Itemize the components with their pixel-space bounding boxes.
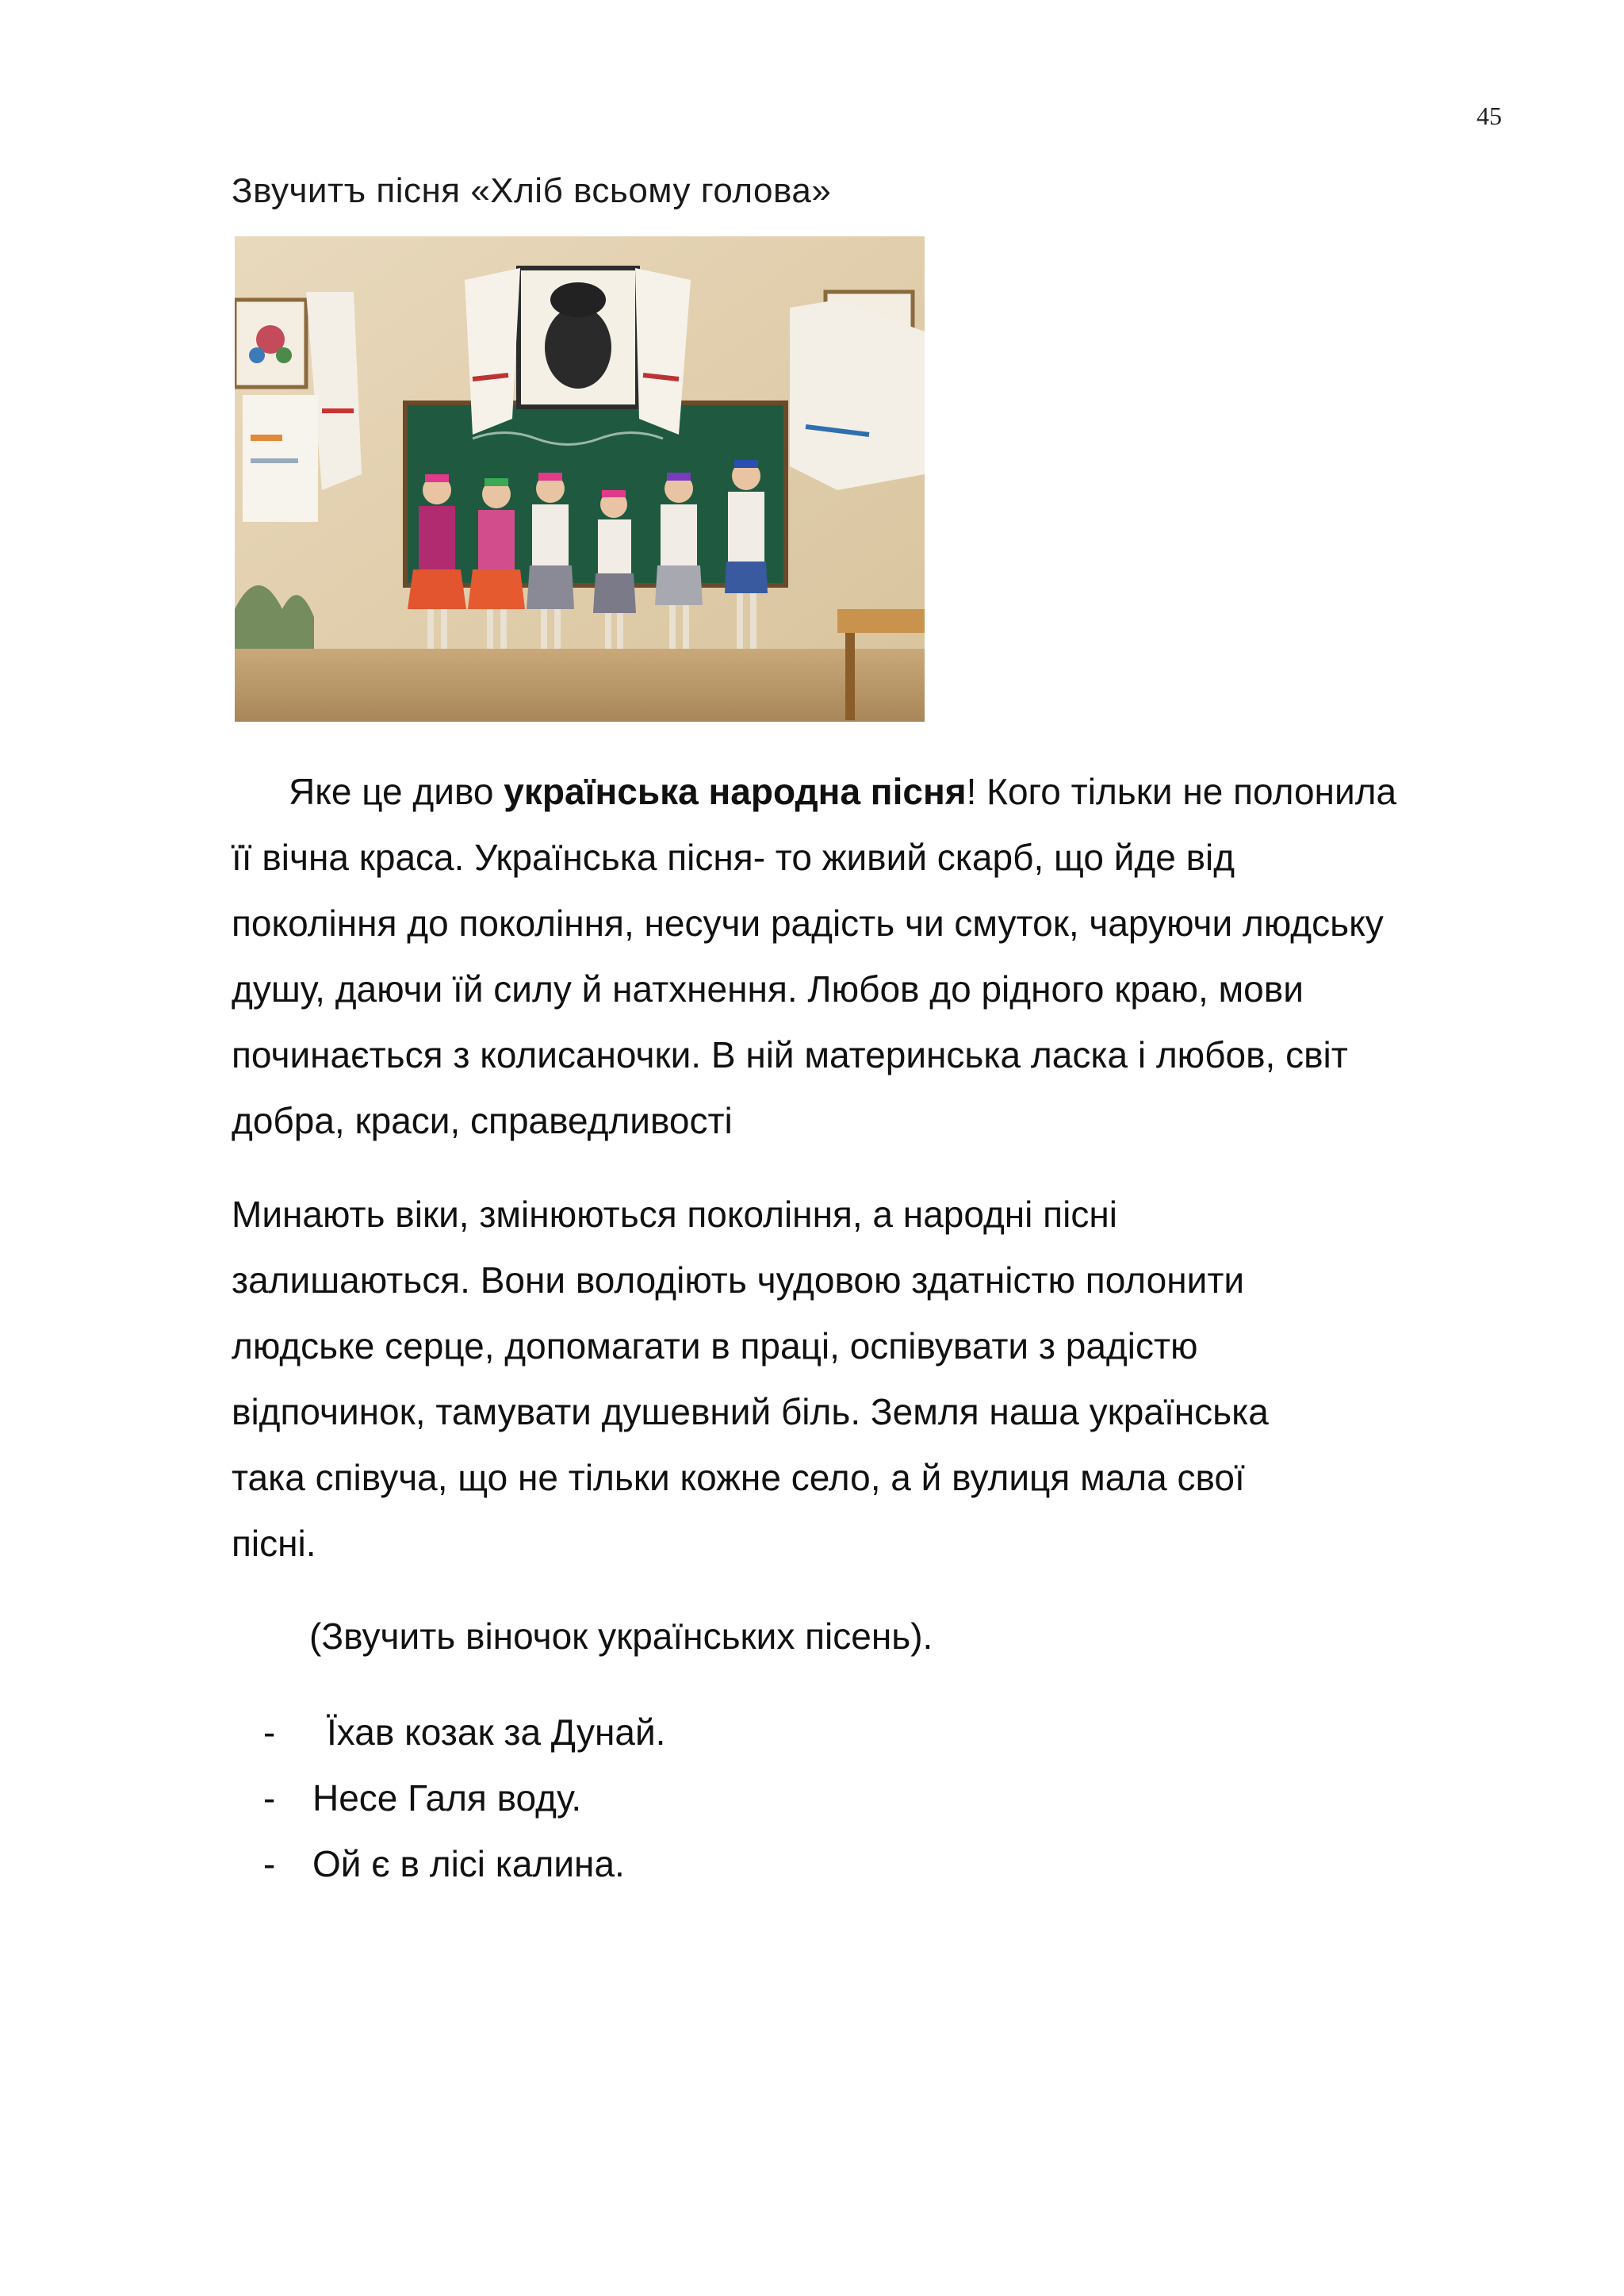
paragraph-1-line: покоління до покоління, несучи радість чи смуток, чаруючи людську (232, 903, 1384, 944)
song-title: Несе Галя воду. (312, 1777, 582, 1819)
list-bullet: - (263, 1843, 276, 1884)
class-performance-photo (235, 236, 925, 722)
paragraph-2 (232, 1182, 1421, 1577)
paragraph-1-line-1 (232, 759, 1532, 825)
song-title: Ой є в лісі калина. (312, 1843, 625, 1884)
paragraph-1 (232, 759, 1532, 1154)
paragraph-2-line: пісні. (232, 1523, 316, 1564)
list-bullet: - (263, 1711, 276, 1753)
list-bullet: - (263, 1777, 276, 1819)
paragraph-1-text-start: Яке це диво (289, 771, 504, 812)
paragraph-1-text-end: ! Кого тільки не полонила (966, 771, 1397, 812)
paragraph-2-line: така співуча, що не тільки кожне село, а й вулиця мала свої (232, 1457, 1245, 1498)
paragraph-1-line: добра, краси, справедливості (232, 1100, 733, 1141)
paragraph-2-line: відпочинок, тамувати душевний біль. Земля наша українська (232, 1391, 1269, 1432)
paragraph-2-line: залишаються. Вони володіють чудовою здатністю полонити (232, 1259, 1245, 1301)
paragraph-3: (Звучить віночок українських пісень). (309, 1616, 933, 1657)
song-title: Їхав козак за Дунай. (327, 1711, 666, 1753)
paragraph-1-line: починається з колисаночки. В ній материнська ласка і любов, світ (232, 1034, 1348, 1075)
song-heading: Звучитъ пісня «Хліб всьому голова» (232, 171, 832, 210)
page-number: 45 (1477, 102, 1502, 130)
paragraph-1-line: душу, даючи їй силу й натхнення. Любов до рідного краю, мови (232, 968, 1304, 1010)
paragraph-1-line: її вічна краса. Українська пісня- то живий скарб, що йде від (232, 837, 1235, 878)
paragraph-2-line: людське серце, допомагати в праці, оспівувати з радістю (232, 1325, 1198, 1366)
paragraph-2-line: Минають віки, змінюються покоління, а народні пісні (232, 1194, 1117, 1235)
photo-icon (235, 236, 925, 722)
bold-phrase: українська народна пісня (504, 771, 967, 812)
